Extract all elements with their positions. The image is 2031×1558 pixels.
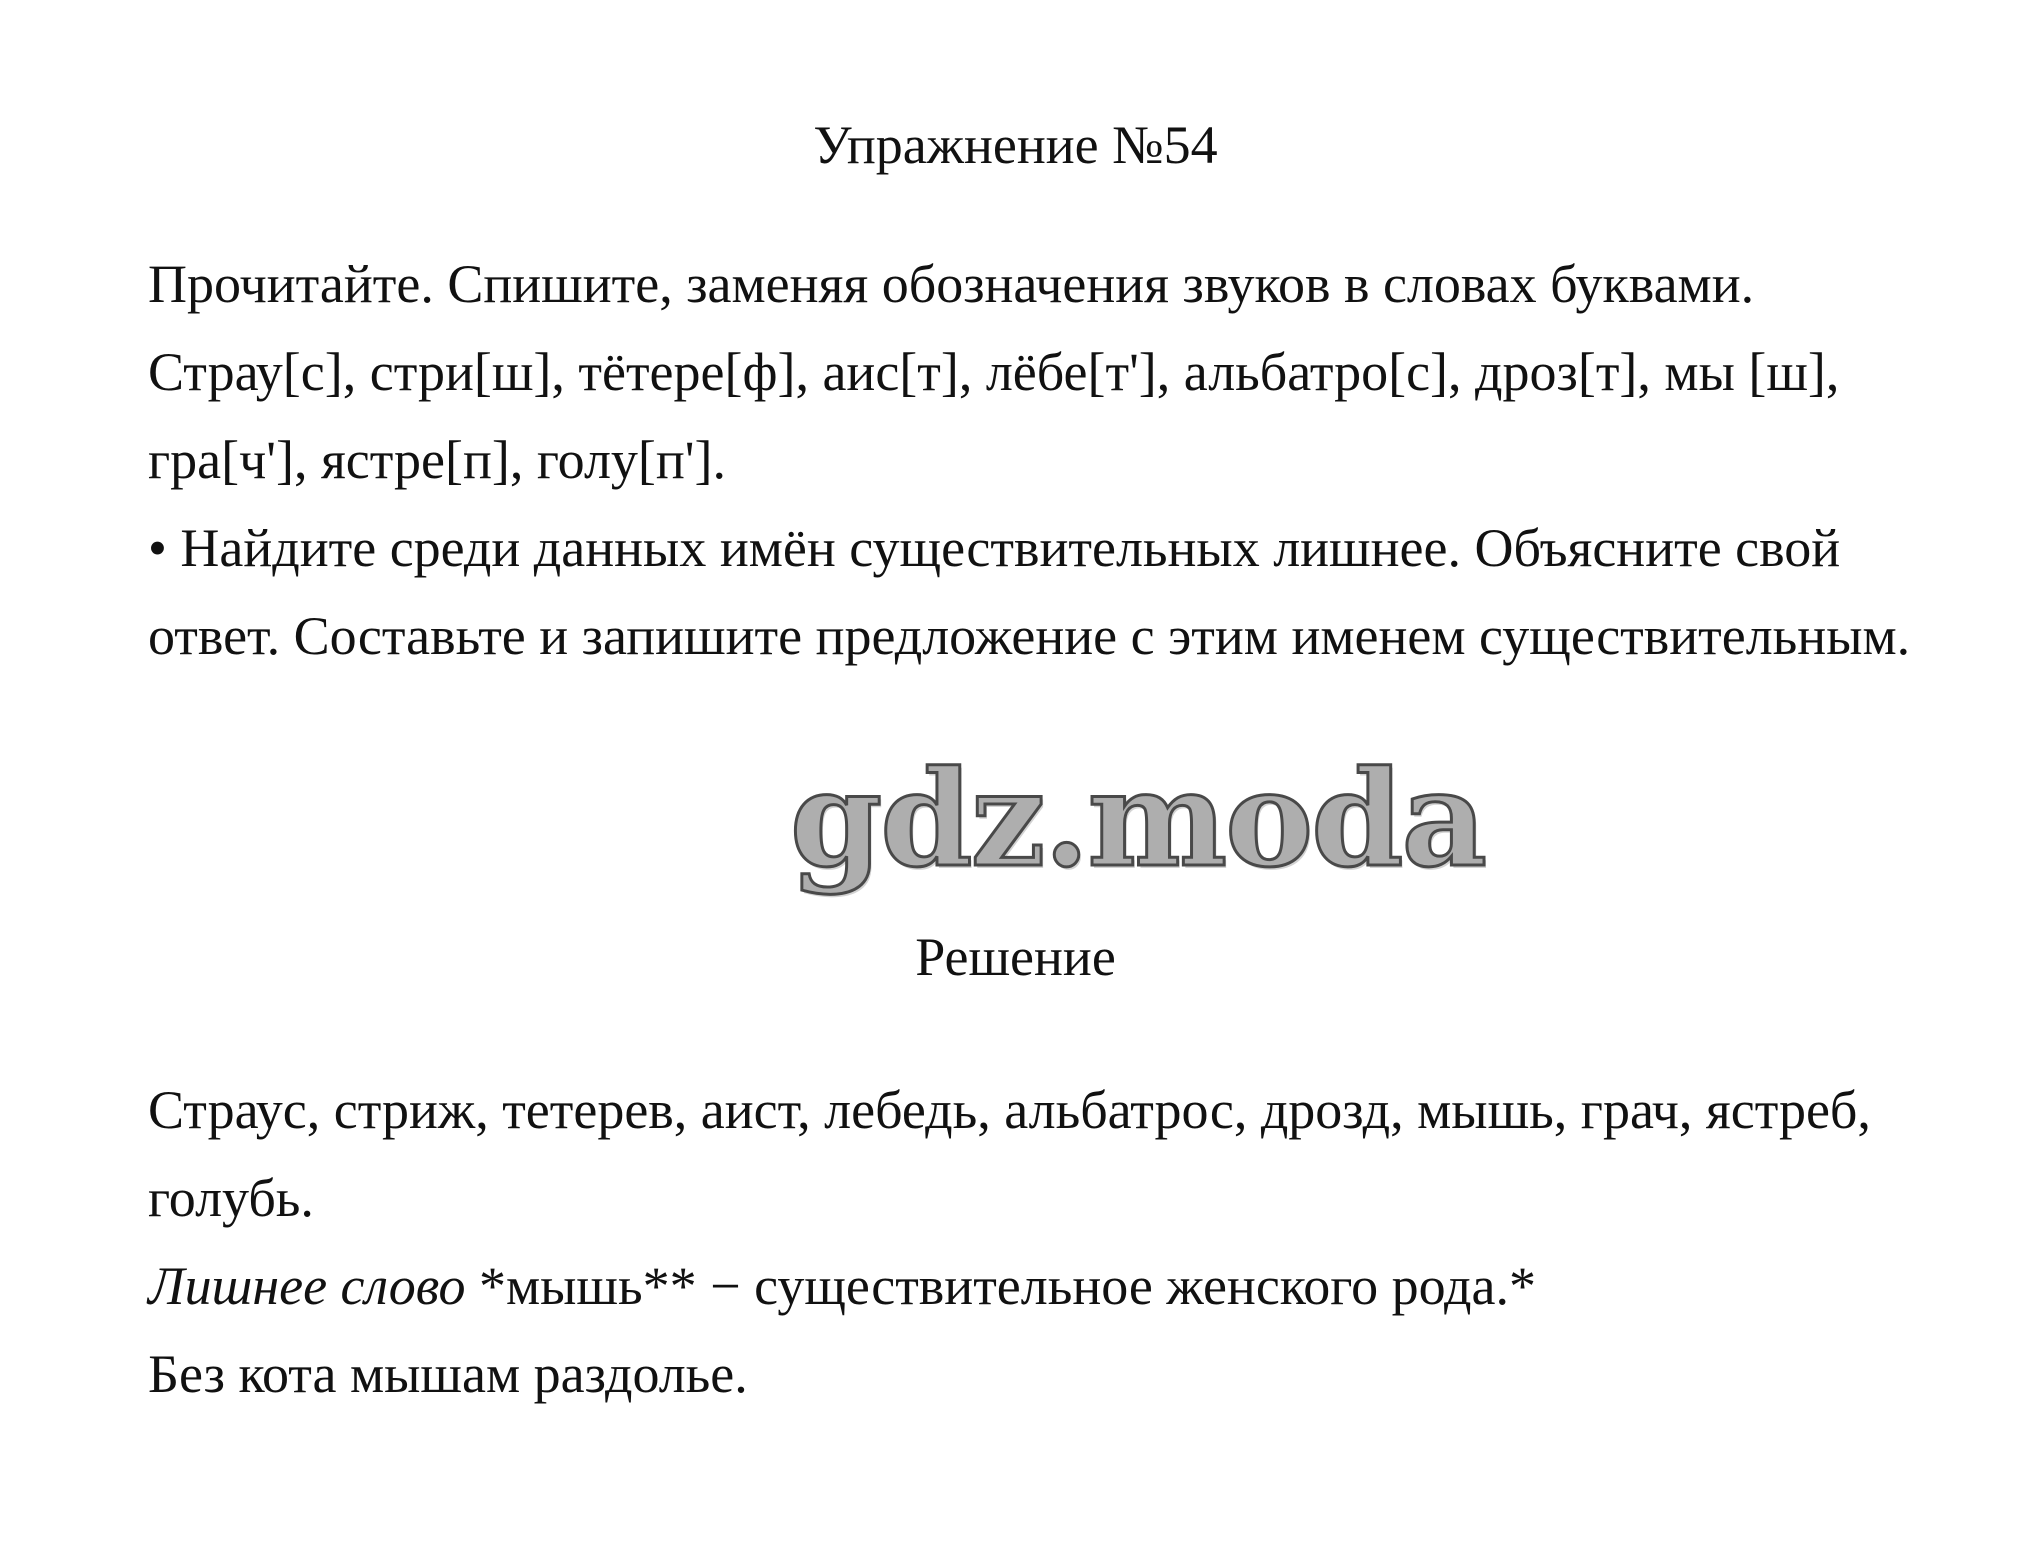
task-block — [148, 240, 1928, 680]
extra-word-explanation: *мышь** − существительное женского рода.* — [465, 1256, 1536, 1316]
task-words: Страу[с], стри[ш], тётере[ф], аис[т], лёбе[т'], альбатро[с], дроз[т], мы [ш], гра[ч'], ястре[п], голу[п']. — [148, 342, 1840, 490]
task-instruction: Прочитайте. Спишите, заменяя обозначения звуков в словах буквами. — [148, 254, 1755, 314]
watermark-logo: gdz.moda — [790, 742, 1486, 897]
solution-heading: Решение — [915, 927, 1116, 987]
solution-extra — [148, 1242, 1928, 1330]
solution-sentence: Без кота мышам раздолье. — [148, 1344, 748, 1404]
extra-word-label: Лишнее слово — [148, 1256, 466, 1316]
task-question: • Найдите среди данных имён существительных лишнее. Объясните свой ответ. Составьте и запишите предложение с этим именем существительным. — [148, 518, 1911, 666]
solution-words: Страус, стриж, тетерев, аист, лебедь, альбатрос, дрозд, мышь, грач, ястреб, голубь. — [148, 1080, 1871, 1228]
exercise-title: Упражнение №54 — [813, 115, 1218, 175]
solution-block — [148, 1066, 1928, 1418]
